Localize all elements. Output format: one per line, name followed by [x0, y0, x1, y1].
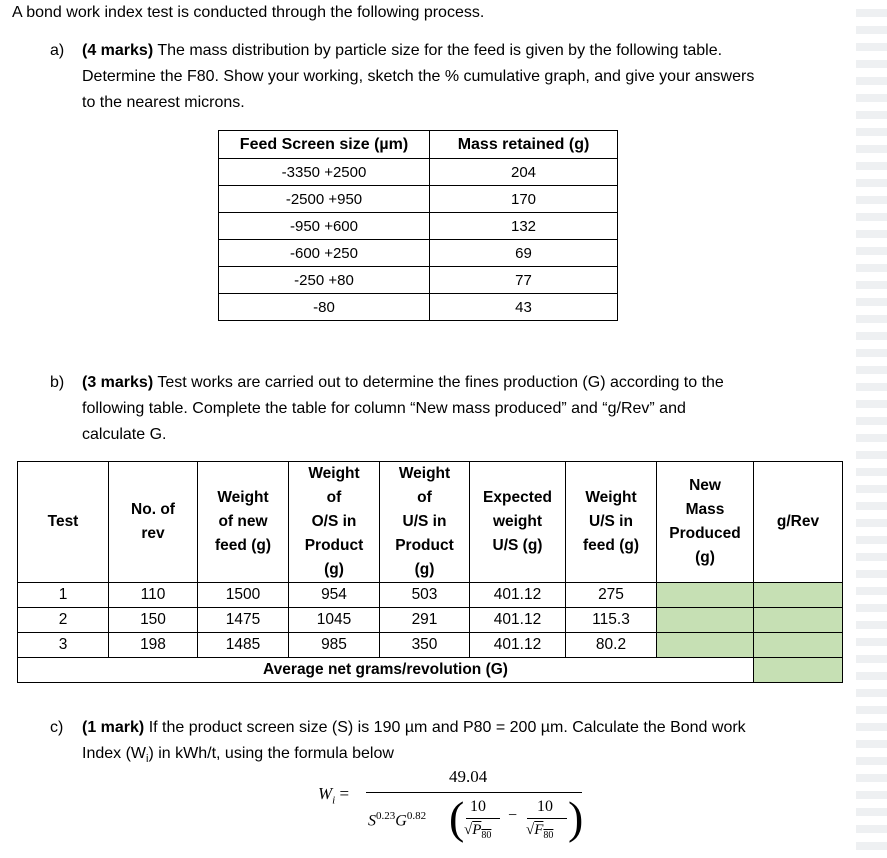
expected-cell: 401.12	[470, 633, 566, 658]
rev-cell: 150	[109, 608, 198, 633]
page-edge-strip	[856, 0, 887, 858]
feed-size-cell: -2500 +950	[219, 186, 430, 213]
feed-size-table	[218, 130, 618, 321]
expected-cell: 401.12	[470, 608, 566, 633]
feed-mass-cell: 43	[430, 294, 618, 321]
formula-right-paren: )	[568, 792, 584, 843]
header-line: Expected	[483, 489, 552, 506]
table-row	[219, 294, 618, 321]
header-line: feed (g)	[215, 537, 271, 554]
formula-lhs	[318, 784, 349, 806]
g-rev-blank-cell	[754, 583, 843, 608]
col-us-feed-header	[566, 462, 657, 583]
part-c-text2a: Index (W	[82, 745, 147, 762]
part-c-text1: If the product screen size (S) is 190 µm and P80 = 200 µm. Calculate the Bond work	[148, 719, 746, 736]
expected-cell: 401.12	[470, 583, 566, 608]
os-cell: 954	[289, 583, 380, 608]
header-line: Weight	[398, 465, 451, 482]
header-line: Weight	[585, 489, 637, 506]
table-row	[18, 633, 843, 658]
part-a-line1	[82, 41, 819, 61]
feed-size-cell: -80	[219, 294, 430, 321]
header-line: of	[417, 489, 432, 506]
new-mass-blank-cell	[657, 633, 754, 658]
os-cell: 1045	[289, 608, 380, 633]
formula-sqrt-f	[526, 822, 553, 841]
formula-ten-b: 10	[537, 798, 553, 815]
header-line: weight	[492, 513, 543, 530]
part-c-label: c)	[50, 719, 64, 736]
header-line: rev	[141, 525, 165, 542]
col-g-rev-header: g/Rev	[754, 462, 843, 583]
part-c-line1	[82, 718, 746, 738]
us-feed-cell: 80.2	[566, 633, 657, 658]
formula-f: F	[534, 822, 544, 838]
rev-cell: 198	[109, 633, 198, 658]
g-rev-blank-cell	[754, 608, 843, 633]
header-line: Weight	[308, 465, 360, 482]
feed-mass-cell: 77	[430, 267, 618, 294]
feed-col-mass-header: Mass retained (g)	[430, 131, 618, 159]
table-row	[18, 608, 843, 633]
new-feed-cell: 1500	[198, 583, 289, 608]
part-a-line2: Determine the F80. Show your working, sketch the % cumulative graph, and give your answers	[82, 68, 755, 85]
header-line: Product	[304, 537, 364, 554]
formula-ten-a: 10	[470, 798, 486, 815]
feed-size-cell: -250 +80	[219, 267, 430, 294]
new-mass-blank-cell	[657, 583, 754, 608]
header-line: Weight	[217, 489, 269, 506]
part-b-marks: (3 marks)	[82, 374, 154, 391]
header-line: (g)	[414, 561, 435, 578]
col-os-header	[289, 462, 380, 583]
table-row	[219, 267, 618, 294]
header-line: Produced	[669, 525, 741, 542]
col-rev-header	[109, 462, 198, 583]
header-line: U/S in	[402, 513, 447, 530]
formula-g-exp: 0.82	[406, 810, 427, 822]
part-b-line3: calculate G.	[82, 426, 167, 443]
formula-fraction-bar	[366, 792, 582, 793]
feed-size-cell: -3350 +2500	[219, 159, 430, 186]
new-feed-cell: 1485	[198, 633, 289, 658]
feed-size-cell: -950 +600	[219, 213, 430, 240]
table-row	[219, 159, 618, 186]
new-mass-blank-cell	[657, 608, 754, 633]
part-c-line2	[82, 744, 394, 769]
us-feed-cell: 275	[566, 583, 657, 608]
formula-w: W	[318, 784, 333, 803]
os-cell: 985	[289, 633, 380, 658]
header-line: (g)	[324, 561, 344, 578]
feed-mass-cell: 204	[430, 159, 618, 186]
feed-size-cell: -600 +250	[219, 240, 430, 267]
sqrt-icon: √	[464, 822, 473, 838]
us-cell: 350	[380, 633, 470, 658]
part-c-text2b: ) in kWh/t, using the formula below	[148, 745, 394, 762]
test-cell: 1	[18, 583, 109, 608]
part-c-sub: i	[146, 753, 149, 766]
col-expected-header	[470, 462, 566, 583]
header-line: (g)	[695, 549, 715, 566]
sqrt-icon: √	[526, 822, 535, 838]
formula-bar-a	[466, 818, 500, 819]
formula-bar-b	[527, 818, 567, 819]
col-new-mass-header	[657, 462, 754, 583]
header-line: New	[689, 477, 721, 494]
header-line: No. of	[131, 501, 175, 518]
header-line: Mass	[685, 501, 725, 518]
col-new-feed-header	[198, 462, 289, 583]
rev-cell: 110	[109, 583, 198, 608]
table-row	[219, 213, 618, 240]
col-us-header	[380, 462, 470, 583]
test-cell: 2	[18, 608, 109, 633]
header-line: Product	[395, 537, 454, 554]
part-a-label: a)	[50, 42, 65, 59]
us-cell: 503	[380, 583, 470, 608]
new-feed-cell: 1475	[198, 608, 289, 633]
header-line: feed (g)	[583, 537, 639, 554]
average-blank-cell	[754, 658, 843, 683]
formula-sqrt-p	[464, 822, 491, 841]
part-c-marks: (1 mark)	[82, 719, 145, 736]
us-cell: 291	[380, 608, 470, 633]
formula-w-sub: i	[332, 794, 336, 807]
header-line: U/S in	[589, 513, 633, 530]
feed-mass-cell: 132	[430, 213, 618, 240]
intro-text: A bond work index test is conducted through the following process.	[12, 4, 485, 21]
feed-col-size-header: Feed Screen size (µm)	[219, 131, 430, 159]
formula-left-paren: (	[449, 792, 465, 843]
feed-mass-cell: 69	[430, 240, 618, 267]
table-row	[219, 240, 618, 267]
part-b-label: b)	[50, 374, 65, 391]
header-line: O/S in	[311, 513, 357, 530]
formula-p: P	[472, 822, 482, 838]
formula-s: S	[368, 812, 376, 830]
table-row	[18, 583, 843, 608]
us-feed-cell: 115.3	[566, 608, 657, 633]
part-b-text1: Test works are carried out to determine the fines production (G) according to the	[157, 374, 724, 391]
formula-equals: =	[339, 784, 350, 803]
formula-sg	[368, 810, 426, 830]
test-cell: 3	[18, 633, 109, 658]
feed-mass-cell: 170	[430, 186, 618, 213]
table-row	[219, 186, 618, 213]
header-line: of new	[218, 513, 268, 530]
average-row	[18, 658, 843, 683]
formula-p-sub: 80	[481, 830, 492, 841]
average-label: Average net grams/revolution (G)	[18, 658, 754, 683]
part-a-line3: to the nearest microns.	[82, 94, 245, 111]
formula-numerator: 49.04	[449, 767, 488, 786]
formula-f-sub: 80	[543, 830, 554, 841]
test-results-table	[17, 461, 843, 683]
formula-s-exp: 0.23	[376, 810, 396, 822]
part-a-marks: (4 marks)	[82, 42, 154, 59]
part-b-line2: following table. Complete the table for column “New mass produced” and “g/Rev” and	[82, 400, 686, 417]
formula-g: G	[395, 812, 407, 830]
header-line: of	[326, 489, 342, 506]
part-a-text1: The mass distribution by particle size for the feed is given by the following table.	[157, 42, 723, 59]
formula-minus: −	[508, 807, 518, 824]
header-line: U/S (g)	[492, 537, 543, 554]
part-b-line1	[82, 373, 724, 393]
col-test-header: Test	[18, 462, 109, 583]
g-rev-blank-cell	[754, 633, 843, 658]
